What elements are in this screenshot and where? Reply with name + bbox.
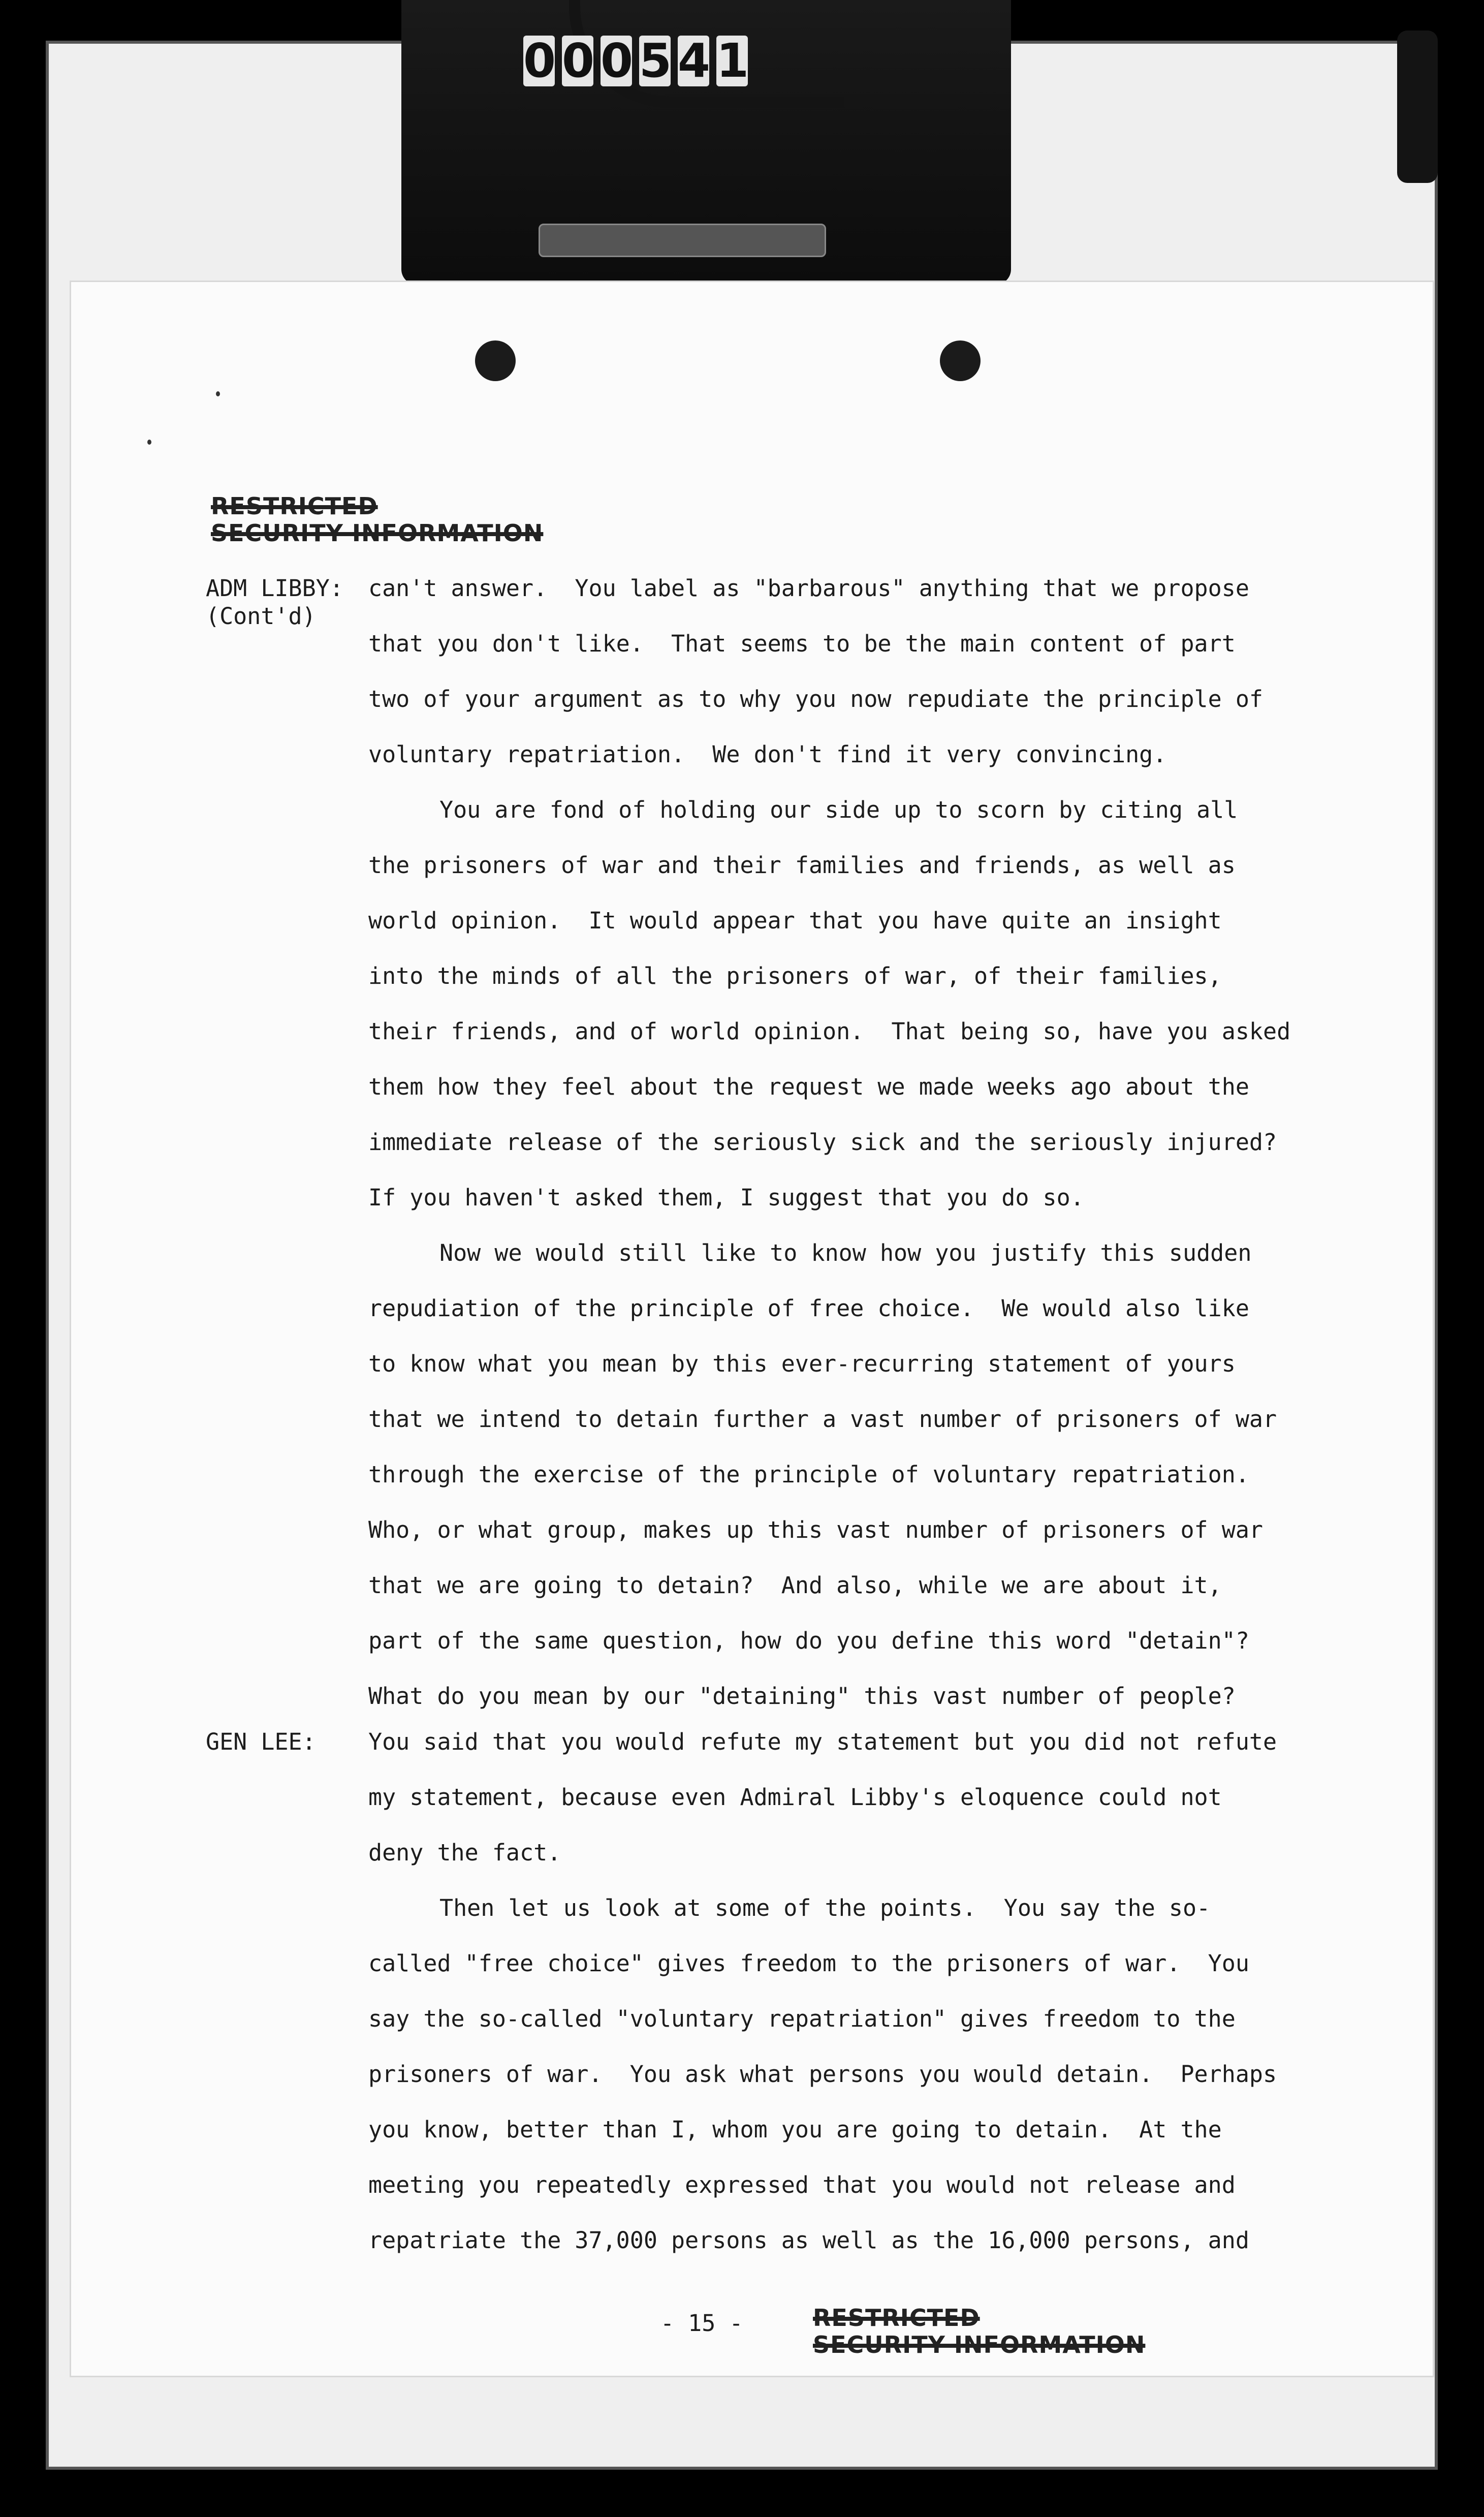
text-line: You said that you would refute my statement but you did not refute xyxy=(368,1728,1277,1755)
text-line: called "free choice" gives freedom to the prisoners of war. You xyxy=(368,1950,1249,1977)
stamp-line: SECURITY INFORMATION xyxy=(813,2330,1146,2358)
frame-counter xyxy=(523,36,748,86)
text-line: You are fond of holding our side up to scorn by citing all xyxy=(439,796,1238,823)
speck xyxy=(147,440,151,445)
text-line: my statement, because even Admiral Libby's eloquence could not xyxy=(368,1784,1222,1811)
footer-stamp xyxy=(813,2305,1145,2358)
counter-digit: 5 xyxy=(639,34,672,88)
page-number: - 15 - xyxy=(660,2310,743,2337)
counter-knob xyxy=(1397,30,1438,183)
counter-digit: 1 xyxy=(716,34,749,88)
speck xyxy=(216,391,220,396)
punch-hole xyxy=(940,340,981,381)
text-line: two of your argument as to why you now repudiate the principle of xyxy=(368,686,1263,712)
document-page xyxy=(71,282,1433,2376)
text-line: If you haven't asked them, I suggest that you do so. xyxy=(368,1184,1084,1211)
text-line: into the minds of all the prisoners of war, of their families, xyxy=(368,962,1222,989)
text-line: say the so-called "voluntary repatriation" gives freedom to the xyxy=(368,2005,1236,2032)
speaker-label-lee: GEN LEE: xyxy=(206,1728,316,1755)
counter-nameplate xyxy=(539,224,826,257)
text-line: prisoners of war. You ask what persons you would detain. Perhaps xyxy=(368,2061,1277,2088)
text-line: repatriate the 37,000 persons as well as the 16,000 persons, and xyxy=(368,2227,1249,2254)
text-line: immediate release of the seriously sick and the seriously injured? xyxy=(368,1129,1277,1156)
text-line: repudiation of the principle of free choice. We would also like xyxy=(368,1295,1249,1322)
text-line: Then let us look at some of the points. You say the so- xyxy=(439,1894,1211,1921)
speaker-label-libby: ADM LIBBY: xyxy=(206,575,343,602)
text-line: their friends, and of world opinion. That being so, have you asked xyxy=(368,1018,1291,1045)
text-line: to know what you mean by this ever-recurring statement of yours xyxy=(368,1350,1236,1377)
text-line: part of the same question, how do you define this word "detain"? xyxy=(368,1627,1249,1654)
counter-digit: 0 xyxy=(601,34,634,88)
counter-digit: 0 xyxy=(523,34,556,88)
text-line: you know, better than I, whom you are going to detain. At the xyxy=(368,2116,1222,2143)
text-line: that we are going to detain? And also, while we are about it, xyxy=(368,1572,1222,1599)
text-line: deny the fact. xyxy=(368,1839,561,1866)
header-stamp xyxy=(211,493,543,547)
text-line: through the exercise of the principle of voluntary repatriation. xyxy=(368,1461,1249,1488)
text-line: Who, or what group, makes up this vast number of prisoners of war xyxy=(368,1516,1263,1543)
speaker-cont-label: (Cont'd) xyxy=(206,603,316,630)
text-line: voluntary repatriation. We don't find it very convincing. xyxy=(368,741,1167,768)
text-line: the prisoners of war and their families and friends, as well as xyxy=(368,852,1236,879)
frame-counter-device xyxy=(401,0,1011,285)
text-line: meeting you repeatedly expressed that you would not release and xyxy=(368,2171,1236,2198)
text-line: can't answer. You label as "barbarous" anything that we propose xyxy=(368,575,1249,602)
text-line: world opinion. It would appear that you have quite an insight xyxy=(368,907,1222,934)
counter-digit: 0 xyxy=(562,34,595,88)
text-line: them how they feel about the request we made weeks ago about the xyxy=(368,1073,1249,1100)
counter-digit: 4 xyxy=(678,34,711,88)
stamp-line: SECURITY INFORMATION xyxy=(211,519,544,547)
text-line: What do you mean by our "detaining" this vast number of people? xyxy=(368,1683,1236,1710)
punch-hole xyxy=(475,340,516,381)
text-line: that you don't like. That seems to be the main content of part xyxy=(368,630,1236,657)
text-line: Now we would still like to know how you justify this sudden xyxy=(439,1239,1252,1266)
text-line: that we intend to detain further a vast number of prisoners of war xyxy=(368,1406,1277,1433)
stamp-line: RESTRICTED xyxy=(211,492,378,520)
stamp-line: RESTRICTED xyxy=(813,2304,980,2332)
